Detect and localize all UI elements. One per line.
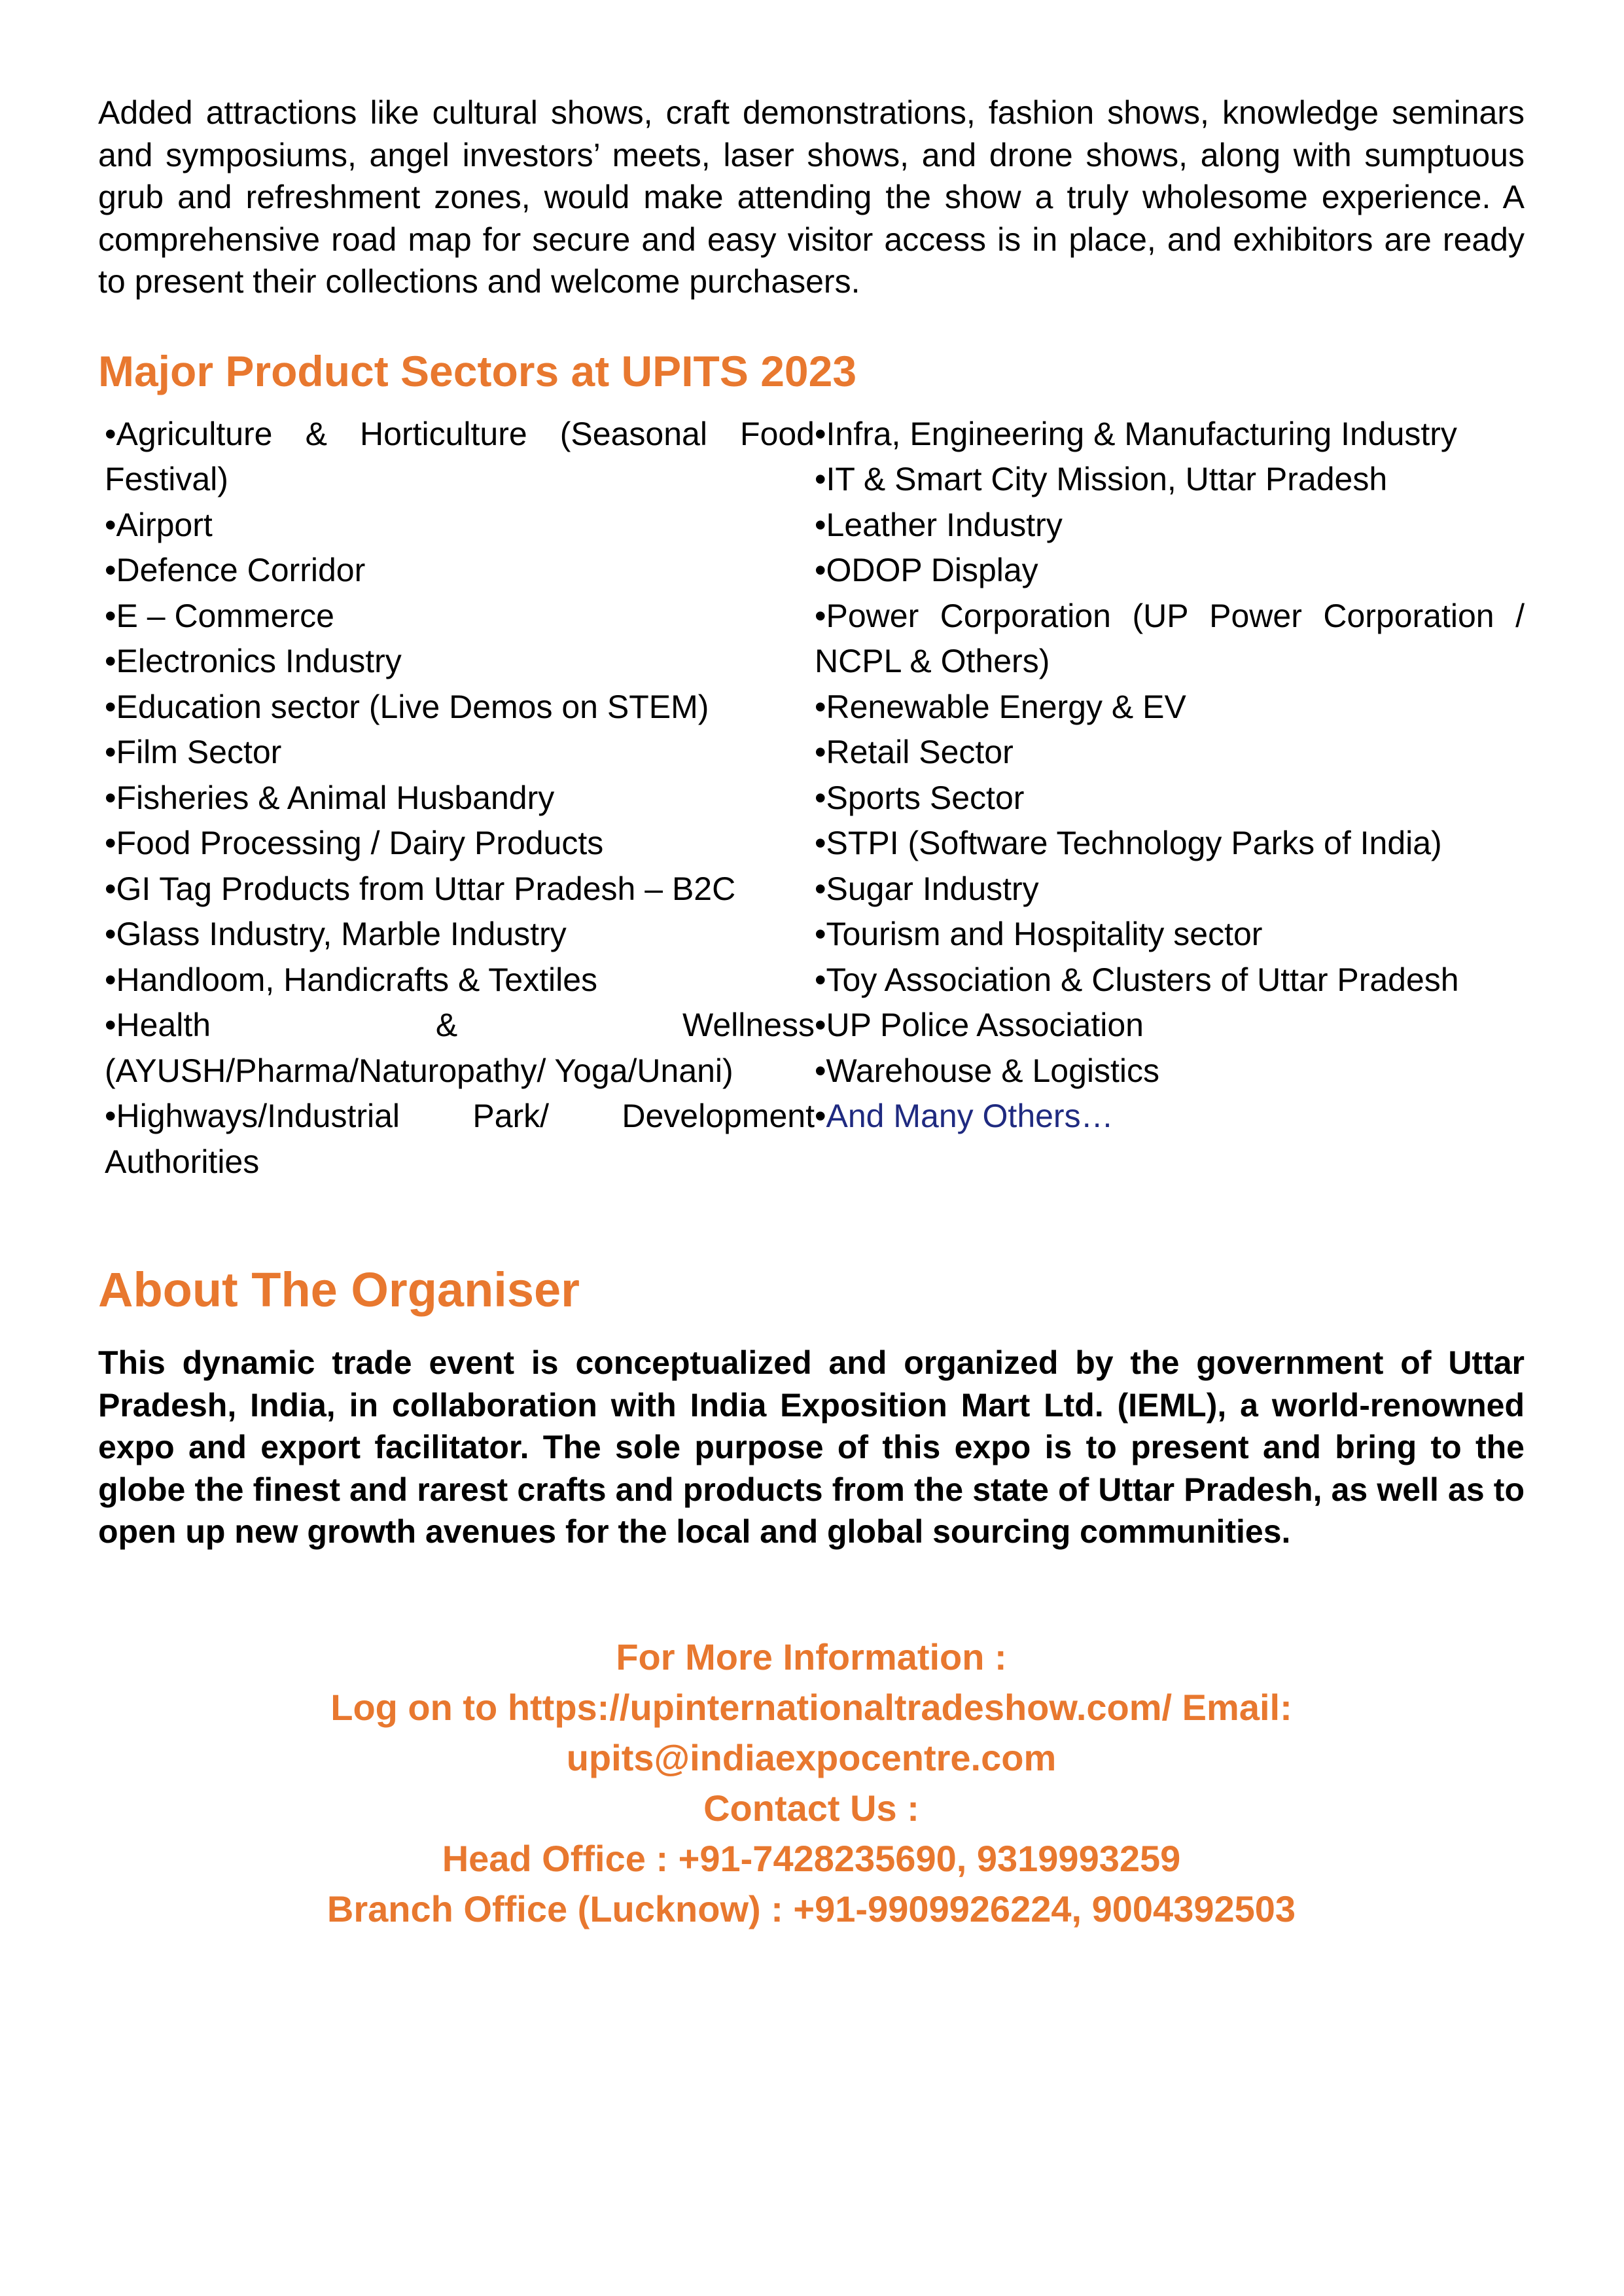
sector-item: •ODOP Display — [815, 552, 1038, 588]
sector-item: •Film Sector — [105, 734, 282, 770]
sector-item: •STPI (Software Technology Parks of India) — [815, 825, 1442, 861]
sector-item: •Electronics Industry — [105, 643, 402, 679]
sector-item: •Warehouse & Logistics — [815, 1052, 1160, 1089]
sector-item: •Handloom, Handicrafts & Textiles — [105, 961, 598, 998]
sector-item-more — [815, 1094, 1525, 1139]
sector-item: •Sugar Industry — [815, 870, 1039, 907]
sector-item: •Leather Industry — [815, 506, 1063, 543]
sector-item: •Infra, Engineering & Manufacturing Industry — [815, 415, 1457, 452]
more-info-label: For More Information : — [616, 1636, 1007, 1677]
head-office-phone: Head Office : +91-7428235690, 9319993259 — [442, 1837, 1181, 1879]
contact-us-label: Contact Us : — [703, 1787, 919, 1829]
sector-item: •Power Corporation (UP Power Corporation / NCPL & Others) — [815, 597, 1525, 679]
branch-office-phone: Branch Office (Lucknow) : +91-9909926224, 9004392503 — [327, 1888, 1296, 1929]
sector-item: •Toy Association & Clusters of Uttar Pradesh — [815, 961, 1459, 998]
sectors-left-column — [98, 412, 815, 1185]
sector-item: •Food Processing / Dairy Products — [105, 825, 604, 861]
contact-info-block — [98, 1632, 1525, 1934]
sector-item: •Renewable Energy & EV — [815, 688, 1186, 725]
sector-item: •Sports Sector — [815, 779, 1025, 816]
sector-item: •Fisheries & Animal Husbandry — [105, 779, 555, 816]
bullet: • — [815, 1098, 826, 1134]
sectors-list — [98, 412, 1525, 1185]
sector-item: •Defence Corridor — [105, 552, 366, 588]
sector-item: •Highways/Industrial Park/ Development Authorities — [105, 1098, 815, 1180]
intro-paragraph: Added attractions like cultural shows, craft demonstrations, fashion shows, knowledge seminars and symposiums, angel investors’ meets, laser shows, and drone shows, along with sumptuous grub and refreshment zones, would make attending the show a truly wholesome experience. A comprehensive road map for secure and easy visitor access is in place, and exhibitors are ready to present their collections and welcome purchasers. — [98, 94, 1525, 300]
organiser-heading: About The Organiser — [98, 1263, 580, 1317]
organiser-paragraph: This dynamic trade event is conceptualized and organized by the government of Uttar Pradesh, India, in collaboration with India Exposition Mart Ltd. (IEML), a world-renowned expo and export facilitator. The sole purpose of this expo is to present and bring to the globe the finest and rarest crafts and products from the state of Uttar Pradesh, as well as to open up new growth avenues for the local and global sourcing communities. — [98, 1344, 1525, 1550]
sector-item: •Education sector (Live Demos on STEM) — [105, 688, 709, 725]
sector-item: •Agriculture & Horticulture (Seasonal Food Festival) — [105, 415, 815, 497]
sector-item: •GI Tag Products from Uttar Pradesh – B2C — [105, 870, 736, 907]
sector-item: •IT & Smart City Mission, Uttar Pradesh — [815, 461, 1388, 497]
document-page — [98, 92, 1525, 1934]
more-label: And Many Others… — [826, 1098, 1114, 1134]
sector-item: •Glass Industry, Marble Industry — [105, 916, 567, 952]
sectors-heading: Major Product Sectors at UPITS 2023 — [98, 346, 857, 395]
email-link[interactable]: upits@indiaexpocentre.com — [566, 1736, 1057, 1778]
sector-item: •Retail Sector — [815, 734, 1014, 770]
sector-item: •Health & Wellness (AYUSH/Pharma/Naturopathy/ Yoga/Unani) — [105, 1007, 815, 1089]
sector-item: •UP Police Association — [815, 1007, 1144, 1043]
sector-item: •Airport — [105, 506, 213, 543]
sectors-right-column — [815, 412, 1525, 1185]
website-line[interactable]: Log on to https://upinternationaltradeshow.com/ Email: — [330, 1686, 1292, 1728]
sector-item: •Tourism and Hospitality sector — [815, 916, 1263, 952]
sector-item: •E – Commerce — [105, 597, 334, 634]
